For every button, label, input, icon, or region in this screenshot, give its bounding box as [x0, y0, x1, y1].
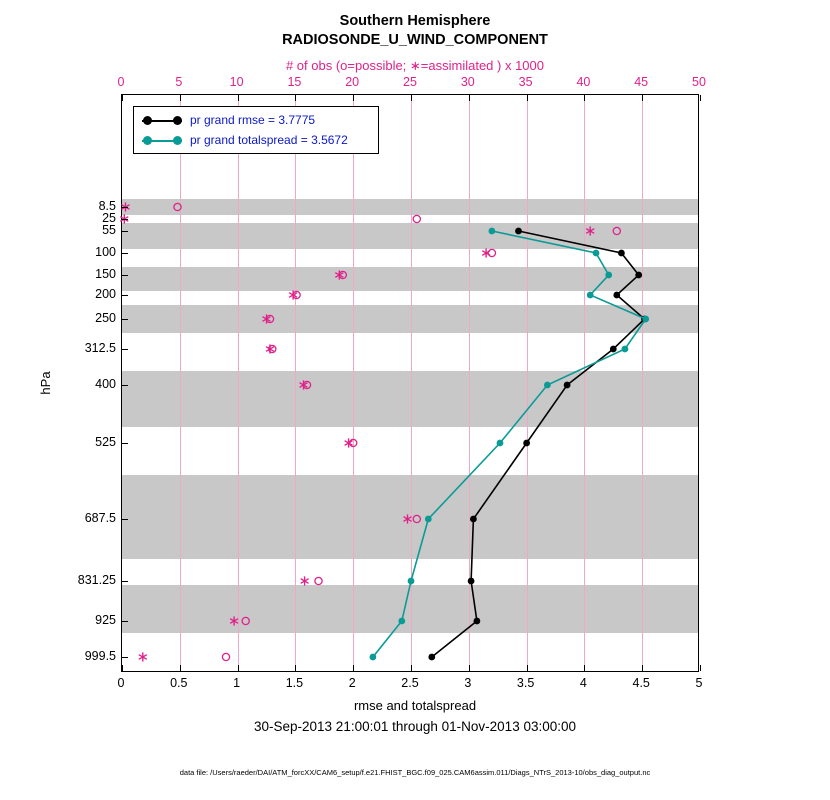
- legend-marker-rmse-right: [173, 116, 182, 125]
- top-x-tick: [122, 95, 123, 101]
- y-tick: [122, 275, 128, 276]
- y-tick: [122, 219, 128, 220]
- data-file-caption: data file: /Users/raeder/DAI/ATM_forcXX/CAM6_setup/f.e21.FHIST_BGC.f09_025.CAM6assim.011/Diags_NTrS_2013-10/obs_diag_output.nc: [179, 768, 651, 777]
- y-tick: [122, 207, 128, 208]
- top-x-tick: [642, 95, 643, 101]
- series-point: [642, 316, 649, 323]
- x-tick: [122, 665, 123, 671]
- y-tick: [122, 349, 128, 350]
- y-tick-label: 25: [102, 211, 116, 225]
- y-tick-label: 400: [95, 377, 116, 391]
- series-point: [497, 440, 504, 447]
- x-tick: [700, 665, 701, 671]
- top-x-tick: [527, 95, 528, 101]
- x-tick: [411, 665, 412, 671]
- top-x-tick: [411, 95, 412, 101]
- possible-obs-marker: [242, 617, 249, 624]
- x-tick-label: 2: [348, 676, 356, 690]
- possible-obs-marker: [174, 203, 181, 210]
- series-line: [432, 231, 645, 657]
- y-tick: [122, 295, 128, 296]
- series-point: [408, 578, 415, 585]
- series-point: [474, 618, 481, 625]
- y-tick-label: 55: [102, 223, 116, 237]
- y-tick: [122, 581, 128, 582]
- x-tick-label: 1.5: [285, 676, 304, 690]
- series-point: [428, 654, 435, 661]
- assimilated-obs-marker: [230, 616, 238, 625]
- top-x-tick: [180, 95, 181, 101]
- x-tick: [642, 665, 643, 671]
- legend-marker-totalspread-right: [173, 136, 182, 145]
- y-tick-label: 525: [95, 435, 116, 449]
- date-range-caption: 30-Sep-2013 21:00:01 through 01-Nov-2013 03:00:00: [254, 719, 576, 734]
- x-tick-label: 4.5: [632, 676, 650, 690]
- y-tick: [122, 385, 128, 386]
- legend-item-rmse: [134, 111, 378, 131]
- top-x-tick-label: 45: [634, 75, 649, 89]
- series-point: [622, 346, 629, 353]
- x-tick: [584, 665, 585, 671]
- top-x-tick-label: 30: [460, 75, 475, 89]
- y-tick-label: 999.5: [84, 649, 116, 663]
- top-x-tick-label: 20: [345, 75, 360, 89]
- x-tick-label: 0: [117, 676, 125, 690]
- x-tick: [180, 665, 181, 671]
- possible-obs-marker: [413, 515, 420, 522]
- x-tick-label: 0.5: [170, 676, 188, 690]
- assimilated-obs-marker: [586, 226, 594, 235]
- top-x-tick: [700, 95, 701, 101]
- x-tick-label: 2.5: [401, 676, 419, 690]
- top-x-tick-label: 10: [229, 75, 244, 89]
- y-tick-label: 200: [95, 287, 116, 301]
- y-axis-title: hPa: [38, 371, 53, 395]
- title-line-2: RADIOSONDE_U_WIND_COMPONENT: [282, 32, 548, 48]
- top-x-tick-label: 15: [287, 75, 302, 89]
- top-axis-title: # of obs (o=possible; ∗=assimilated ) x 1000: [285, 58, 545, 73]
- top-x-tick: [353, 95, 354, 101]
- x-tick-label: 3: [464, 676, 472, 690]
- legend-label-rmse: pr grand rmse = 3.7775: [190, 113, 316, 127]
- x-tick: [238, 665, 239, 671]
- x-tick-label: 3.5: [516, 676, 535, 690]
- top-x-tick-label: 0: [117, 75, 125, 89]
- possible-obs-marker: [413, 215, 420, 222]
- y-tick: [122, 443, 128, 444]
- assimilated-obs-marker: [404, 514, 412, 523]
- x-axis-title: rmse and totalspread: [353, 698, 477, 713]
- chart-legend: [133, 106, 379, 154]
- y-tick-label: 925: [95, 613, 116, 627]
- y-tick: [122, 319, 128, 320]
- x-tick-label: 4: [579, 676, 587, 690]
- series-point: [489, 228, 496, 235]
- x-tick-label: 5: [695, 676, 703, 690]
- legend-marker-rmse-left: [143, 116, 152, 125]
- series-point: [605, 272, 612, 279]
- series-point: [610, 346, 617, 353]
- y-tick: [122, 253, 128, 254]
- top-x-tick: [469, 95, 470, 101]
- y-tick-label: 8.5: [98, 199, 116, 213]
- top-x-tick: [584, 95, 585, 101]
- x-tick: [353, 665, 354, 671]
- series-point: [370, 654, 377, 661]
- series-point: [523, 440, 530, 447]
- series-point: [618, 250, 625, 257]
- y-tick-label: 150: [95, 267, 116, 281]
- y-tick-label: 831.25: [77, 573, 116, 587]
- y-tick-label: 100: [95, 245, 116, 259]
- possible-obs-marker: [222, 653, 229, 660]
- y-tick-label: 687.5: [84, 511, 116, 525]
- x-tick: [469, 665, 470, 671]
- top-x-tick-label: 5: [175, 75, 183, 89]
- y-tick-label: 312.5: [84, 341, 116, 355]
- legend-marker-totalspread-left: [143, 136, 152, 145]
- series-point: [398, 618, 405, 625]
- top-x-tick-label: 35: [518, 75, 533, 89]
- possible-obs-marker: [315, 577, 322, 584]
- assimilated-obs-marker: [139, 652, 147, 661]
- possible-obs-marker: [350, 439, 357, 446]
- plot-area: [121, 94, 699, 672]
- series-point: [515, 228, 522, 235]
- possible-obs-marker: [613, 227, 620, 234]
- y-tick: [122, 657, 128, 658]
- series-point: [635, 272, 642, 279]
- legend-label-totalspread: pr grand totalspread = 3.5672: [190, 133, 348, 147]
- series-point: [468, 578, 475, 585]
- x-tick: [295, 665, 296, 671]
- top-x-tick-label: 50: [692, 75, 706, 89]
- y-tick: [122, 231, 128, 232]
- x-tick-label: 1: [233, 676, 241, 690]
- series-point: [587, 292, 594, 299]
- assimilated-obs-marker: [301, 576, 309, 585]
- series-point: [564, 382, 571, 389]
- y-tick: [122, 519, 128, 520]
- y-tick-label: 250: [95, 311, 116, 325]
- y-tick: [122, 621, 128, 622]
- series-point: [613, 292, 620, 299]
- legend-item-totalspread: [134, 131, 378, 151]
- x-tick: [527, 665, 528, 671]
- series-point: [544, 382, 551, 389]
- series-point: [425, 516, 432, 523]
- top-x-tick: [295, 95, 296, 101]
- series-point: [470, 516, 477, 523]
- top-x-tick-label: 25: [403, 75, 417, 89]
- top-x-tick: [238, 95, 239, 101]
- series-point: [593, 250, 600, 257]
- series-line: [373, 231, 646, 657]
- title-line-1: Southern Hemisphere: [339, 13, 491, 29]
- plot-overlay: [122, 95, 700, 673]
- chart-title: [0, 12, 830, 50]
- top-x-tick-label: 40: [576, 75, 591, 89]
